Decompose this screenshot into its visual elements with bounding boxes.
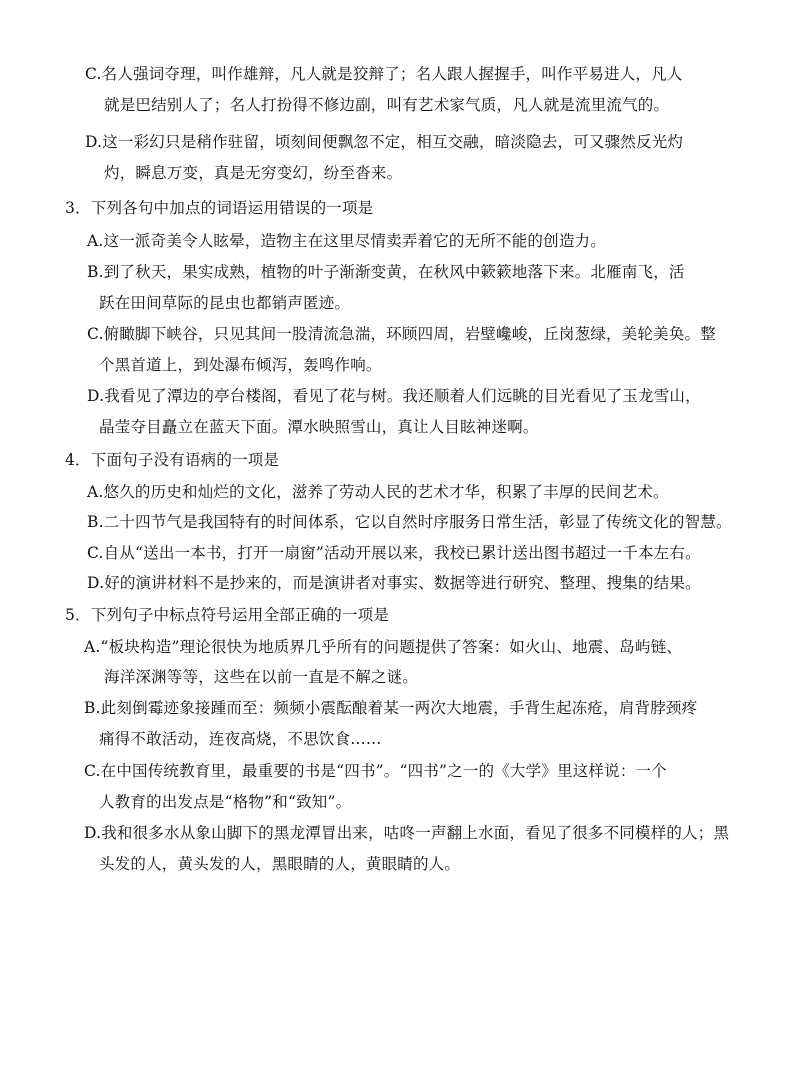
q4-option-a: A.悠久的历史和灿烂的文化，滋养了劳动人民的艺术才华，积累了丰厚的民间艺术。 <box>87 483 669 501</box>
q3-option-c-line-1: C.俯瞰脚下峡谷，只见其间一股清流急湍，环顾四周，岩壁巉峻，丘岗葱绿，美轮美奂。整 <box>87 325 716 343</box>
q4-option-b: B.二十四节气是我国特有的时间体系，它以自然时序服务日常生活，彰显了传统文化的智慧。 <box>87 513 732 531</box>
option-d-line-2: 灼，瞬息万变，真是无穷变幻，纷至沓来。 <box>104 164 403 182</box>
q4-option-c: C.自从“送出一本书，打开一扇窗”活动开展以来，我校已累计送出图书超过一千本左右。 <box>87 544 701 562</box>
q5-option-d-line-1: D.我和很多水从象山脚下的黑龙潭冒出来，咕咚一声翻上水面，看见了很多不同模样的人；黑 <box>84 824 730 842</box>
q5-option-a-line-1: A.“板块构造”理论很快为地质界几乎所有的问题提供了答案：如火山、地震、岛屿链、 <box>84 638 682 656</box>
q5-option-c-line-1: C.在中国传统教育里，最重要的书是“四书”。“四书”之一的《大学》里这样说：一个 <box>84 762 667 780</box>
q5-option-d-line-2: 头发的人，黄头发的人，黑眼睛的人，黄眼睛的人。 <box>99 855 461 873</box>
q5-option-a-line-2: 海洋深渊等等，这些在以前一直是不解之谜。 <box>104 668 419 686</box>
question-3-stem: 3．下列各句中加点的词语运用错误的一项是 <box>65 199 374 217</box>
q3-option-b-line-2: 跃在田间草际的昆虫也都销声匿迹。 <box>99 294 351 312</box>
q3-option-c-line-2: 个黑首道上，到处瀑布倾泻，轰鸣作响。 <box>99 356 382 374</box>
q3-option-b-line-1: B.到了秋天，果实成熟，植物的叶子渐渐变黄，在秋风中簌簌地落下来。北雁南飞，活 <box>87 263 685 281</box>
q3-option-a: A.这一派奇美令人眩晕，造物主在这里尽情卖弄着它的无所不能的创造力。 <box>87 232 606 250</box>
option-3c-line-2: 就是巴结别人了；名人打扮得不修边副，叫有艺术家气质，凡人就是流里流气的。 <box>104 96 670 114</box>
question-5-stem: 5．下列句子中标点符号运用全部正确的一项是 <box>65 606 390 624</box>
q5-option-b-line-2: 痛得不敢活动，连夜高烧，不思饮食…… <box>99 730 382 748</box>
q4-option-d: D.好的演讲材料不是抄来的，而是演讲者对事实、数据等进行研究、整理、搜集的结果。 <box>87 574 701 592</box>
option-d-line-1: D.这一彩幻只是稍作驻留，顷刻间便飘忽不定，相互交融，暗淡隐去，可又骤然反光灼 <box>85 133 684 151</box>
question-4-stem: 4．下面句子没有语病的一项是 <box>65 451 280 469</box>
q5-option-c-line-2: 人教育的出发点是“格物”和“致知”。 <box>99 793 352 811</box>
option-3c-line-1: C.名人强词夺理，叫作雄辩，凡人就是狡辩了；名人跟人握握手，叫作平易进人，凡人 <box>85 65 683 83</box>
q5-option-b-line-1: B.此刻倒霉迹象接踵而至：频频小震酝酿着某一两次大地震，手背生起冻疮，肩背脖颈疼 <box>84 699 698 717</box>
q3-option-d-line-2: 晶莹夺目矗立在蓝天下面。潭水映照雪山，真让人目眩神迷啊。 <box>99 418 539 436</box>
q3-option-d-line-1: D.我看见了潭边的亭台楼阁，看见了花与树。我还顺着人们远眺的目光看见了玉龙雪山， <box>87 387 701 405</box>
